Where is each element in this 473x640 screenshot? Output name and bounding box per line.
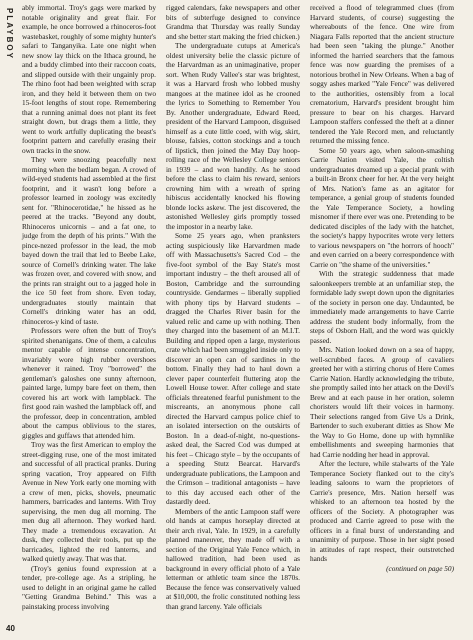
paragraph: (Troy's genius found expression at a tender, pre-college age. As a stripling, he used to delight in an original game he called "Getting Grandma Behind." This was a painstaking process involving <box>22 563 156 611</box>
paragraph: Mrs. Nation looked down on a sea of happy, well-scrubbed faces. A group of cavaliers greeted her with a stirring chorus of Here Comes Carrie Nation. Hardly acknowledging the tribute, she promptly sailed into her attack on the Devil's Brew and at each pause in her oration, solemn choristers would lift their voices in harmony. Their selections ranged from Give Us a Drink, Bartender to such exuberant ditties as Show Me the Way to Go Home, done up with hymnlike embellishments and sweeping harmonies that had Carrie nodding her head in approval. <box>310 345 454 459</box>
running-head: PLAYBOY <box>5 8 14 60</box>
paragraph: ably immortal. Troy's gags were marked by notable originality and great flair. For example, he once borrowed a rhinoceros-foot wastebasket, roughly of some mighty hunter's safari to Tanganyika. Late one night when new snow lay thick on the Ithaca ground, he and a buddy climbed into their raccoon coats, and slipped outside with their ungainly prop. The rhino foot had been weighted with scrap iron, and they held it between them on two 15-foot lengths of stout rope. Remembering that a running animal does not plant its feet straight down, but drags them a little, they went to work artfully duplicating the beast's footprint pattern and carefully erasing their own tracks in the snow. <box>22 3 156 155</box>
paragraph: Members of the antic Lampoon staff were old hands at campus horseplay directed at their arch rival, Yale. In 1929, in a carefully planned maneuver, they made off with a section of the Original Yale Fence which, in hallowed tradition, had been used as background in every official photo of a Yale letterman or athletic team since the 1870s. Because the fence was conservatively valued at $10,000, the frolic constituted nothing less than grand larceny. Yale officials <box>166 506 300 611</box>
paragraph: Professors were often the butt of Troy's spirited shenanigans. One of them, a calculus mentor capable of intense concentration, invariably wore high rubber overshoes whenever it rained. Troy "borrowed" the gentleman's galoshes one sunny afternoon, painted large, lumpy bare feet on them, then covered his art work with lampblack. The first good rain washed the lampblack off, and the professor, deep in concentration, ambled about the campus oblivious to the stares, giggles and guffaws that attended him. <box>22 326 156 440</box>
paragraph: rigged calendars, fake newspapers and other bits of subterfuge designed to convince Grandma that Thursday was really Sunday and she better start making the fried chicken.) <box>166 3 300 41</box>
paragraph: After the lecture, while stalwarts of the Yale Temperance Society flanked out to the city's leading saloons to warn the proprietors of Carrie's presence, Mrs. Nation herself was whisked to an afternoon tea hosted by the officers of the Society. A photographer was produced and Carrie agreed to pose with the officers in a final burst of understanding and unanimity of purpose. Those in her sight posed in attitudes of rapt respect, their outstretched hands <box>310 459 454 563</box>
paragraph: With the strategic suddenness that made saloonkeepers tremble at an unfamiliar step, the formidable lady swept down upon the dignitaries of the society in person one day. Undaunted, be immediately made arrangements to have Carrie address the student body informally, from the steps of Osborn Hall, and the word was quickly passed. <box>310 269 454 345</box>
paragraph: Some 50 years ago, when saloon-smashing Carrie Nation visited Yale, the coltish undergraduates dreamed up a special prank with a built-in Bronx cheer for her. At the very height of Mrs. Nation's fame as an agitator for temperance, a genial group of students founded the Yale Temperance Society, a howling misnomer if there ever was one. Pretending to be dedicated disciples of the lady with the hatchet, the society's happy hypocrites wrote very letters to various newspapers on "the horrors of hooch" and even carried on a beery correspondence with Carrie on "the shame of the universities." <box>310 145 454 269</box>
paragraph: The undergraduate cutups at America's oldest university belie the classic picture of the Harvardman as an unimaginative, proper sort. When Rudy Vallee's star was brightest, it was a Harvard frosh who lobbed mushy mangoes at the matinee idol as he crooned the lyrics to Something to Remember You By. Another undergraduate, Edward Reed, president of the Harvard Lampoon, disguised himself as a cute little coed, with wig, skirt, blouse, falsies, cotton stockings and a touch of lipstick, then joined the May Day hoop-rolling race of the Wellesley College seniors in 1939 – and won handily. As he stood before the class to claim his reward, seniors crowning him with a wreath of spring hibiscus accidentally knocked his flowing blonde locks askew. The jest discovered, the astonished Wellesley girls promptly tossed the impostor in a nearby lake. <box>166 41 300 231</box>
continued-note: (continued on page 50) <box>386 563 454 573</box>
page-number: 40 <box>6 624 15 633</box>
paragraph: They were snoozing peacefully next morning when the bedlam began. A crowd of wild-eyed students had assembled at the first footprint, and it wasn't long before a professor learned in zoology was excitedly sent for. "Rhinocerotidae," he hissed as he peered at the tracks. "Beyond any doubt, Rhinoceros unicornis – and a fat one, to judge from the depth of his prints." With the pince-nezed professor in the lead, the mob bayed down the trail that led to Beebe Lake, source of Cornell's drinking water. The lake was frozen over, and covered with snow, and the prints ran straight out to a jagged hole in the ice 50 feet from shore. Even today, undergraduates stoutly maintain that Cornell's drinking water has an odd, rhinoceros-y kind of taste. <box>22 155 156 326</box>
text-column-2 <box>166 3 300 611</box>
paragraph: Some 25 years ago, when pranksters acting suspiciously like Harvardmen made off with Massachusetts's Sacred Cod – the five-foot symbol of the Bay State's most important industry – the theft aroused all of Boston, Cambridge and the surrounding countryside. Gendarmes – liberally supplied with phony tips by Harvard students – dragged the Charles River basin for the valued relic and came up with nothing. Then they charged into the basement of an M.I.T. Building and ripped open a large, mysterious crate which had been smuggled inside only to discover an open can of sardines in the bottom. Finally they had to haul down a clever paper counterfeit fluttering atop the Lowell House tower. After college and state officials threatened fearful punishment to the miscreants, an anonymous phone call directed the Harvard campus police chief to an isolated intersection on the outskirts of Boston. In a dead-of-night, no-questions-asked deal, the Sacred Cod was dumped at his feet – Chicago style – by the occupants of a speeding Stutz Bearcat. Harvard's undergraduate publications, the Lampoon and the Crimson – traditional antagonists – have to this day accused each other of the dastardly deed. <box>166 231 300 506</box>
text-column-1 <box>22 3 156 611</box>
text-column-3 <box>310 3 454 573</box>
paragraph: received a flood of telegrammed clues (from Harvard students, of course) suggesting the whereabouts of the fence. One wire from Niagara Falls reported that the ancient structure had been seen "taking the plunge." Another informed the harried searchers that the famous fence was now guarding the premises of a notorious brothel in New Orleans. When a bag of soggy ashes marked "Yale Fence" was delivered to the authorities, ostensibly from a local crematorium, Harvard's president brought him pressure to bear on his charges. Harvard Lampoon staffers confessed the theft at a dinner tendered the Yale Record men, and reluctantly returned the missing fence. <box>310 3 454 145</box>
paragraph: Troy was the first American to employ the street-digging ruse, one of the most imitated and successful of all practical pranks. During spring vacation, Troy appeared on Fifth Avenue in New York early one morning with a crew of men, picks, shovels, pneumatic hammers, barricades and lanterns. With Troy supervising, the men dug all morning. The men dug all afternoon. They worked hard. They made a tremendous excavation. At dusk, they collected their tools, put up the barricades, lighted the red lanterns, and walked quietly away. That was that. <box>22 440 156 563</box>
